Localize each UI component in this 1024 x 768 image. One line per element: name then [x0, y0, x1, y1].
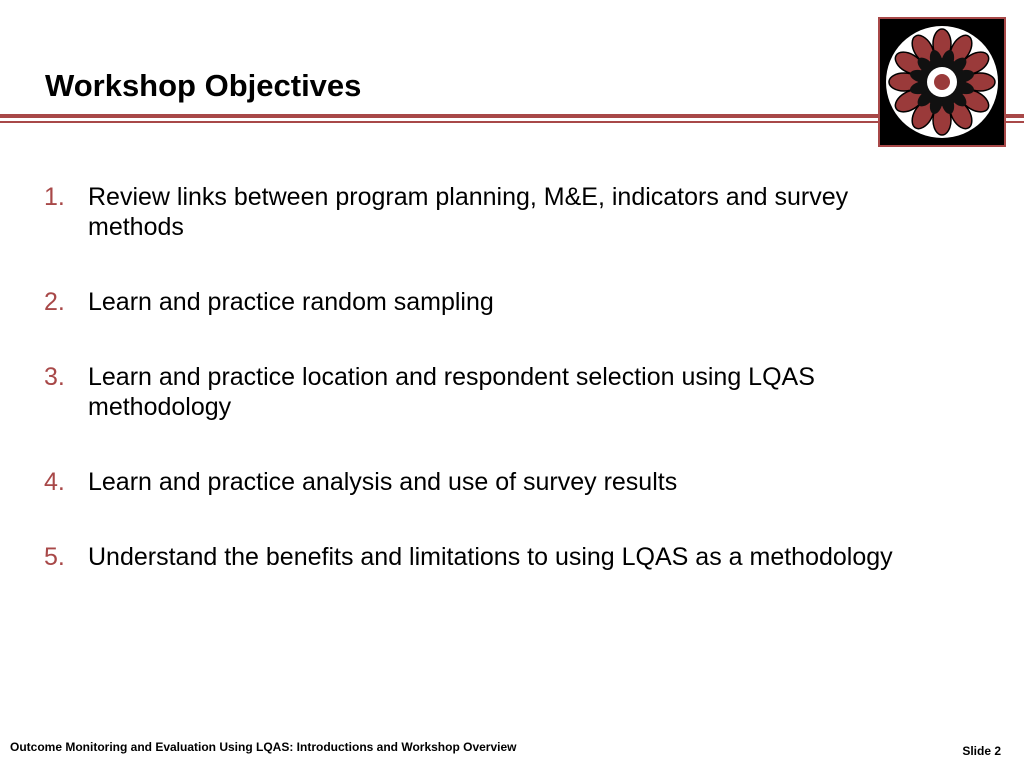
objective-text: Understand the benefits and limitations to using LQAS as a methodology [88, 543, 893, 571]
objective-number: 5. [44, 543, 65, 571]
footer-text: Outcome Monitoring and Evaluation Using LQAS: Introductions and Workshop Overview [10, 740, 517, 754]
logo [878, 17, 1006, 147]
logo-petals [886, 26, 998, 138]
slide-title: Workshop Objectives [45, 68, 362, 103]
objectives-list [44, 182, 944, 617]
objective-number: 4. [44, 468, 65, 496]
slide-number: Slide 2 [962, 744, 1001, 758]
flower-rosette-icon [882, 21, 1002, 143]
title-divider-thin [0, 121, 1024, 123]
objective-number: 1. [44, 183, 65, 211]
objective-number: 2. [44, 288, 65, 316]
objective-item [44, 182, 944, 242]
objective-item [44, 362, 944, 422]
objective-text: Learn and practice random sampling [88, 288, 494, 316]
objective-text: Review links between program planning, M&E, indicators and survey methods [88, 183, 849, 241]
objective-text: Learn and practice location and respondent selection using LQAS methodology [88, 363, 815, 421]
objective-item [44, 287, 944, 317]
objective-item [44, 542, 944, 572]
title-divider-thick [0, 114, 1024, 118]
objective-item [44, 467, 944, 497]
objective-text: Learn and practice analysis and use of survey results [88, 468, 678, 496]
objective-number: 3. [44, 363, 65, 391]
logo-center-dot [934, 74, 950, 90]
